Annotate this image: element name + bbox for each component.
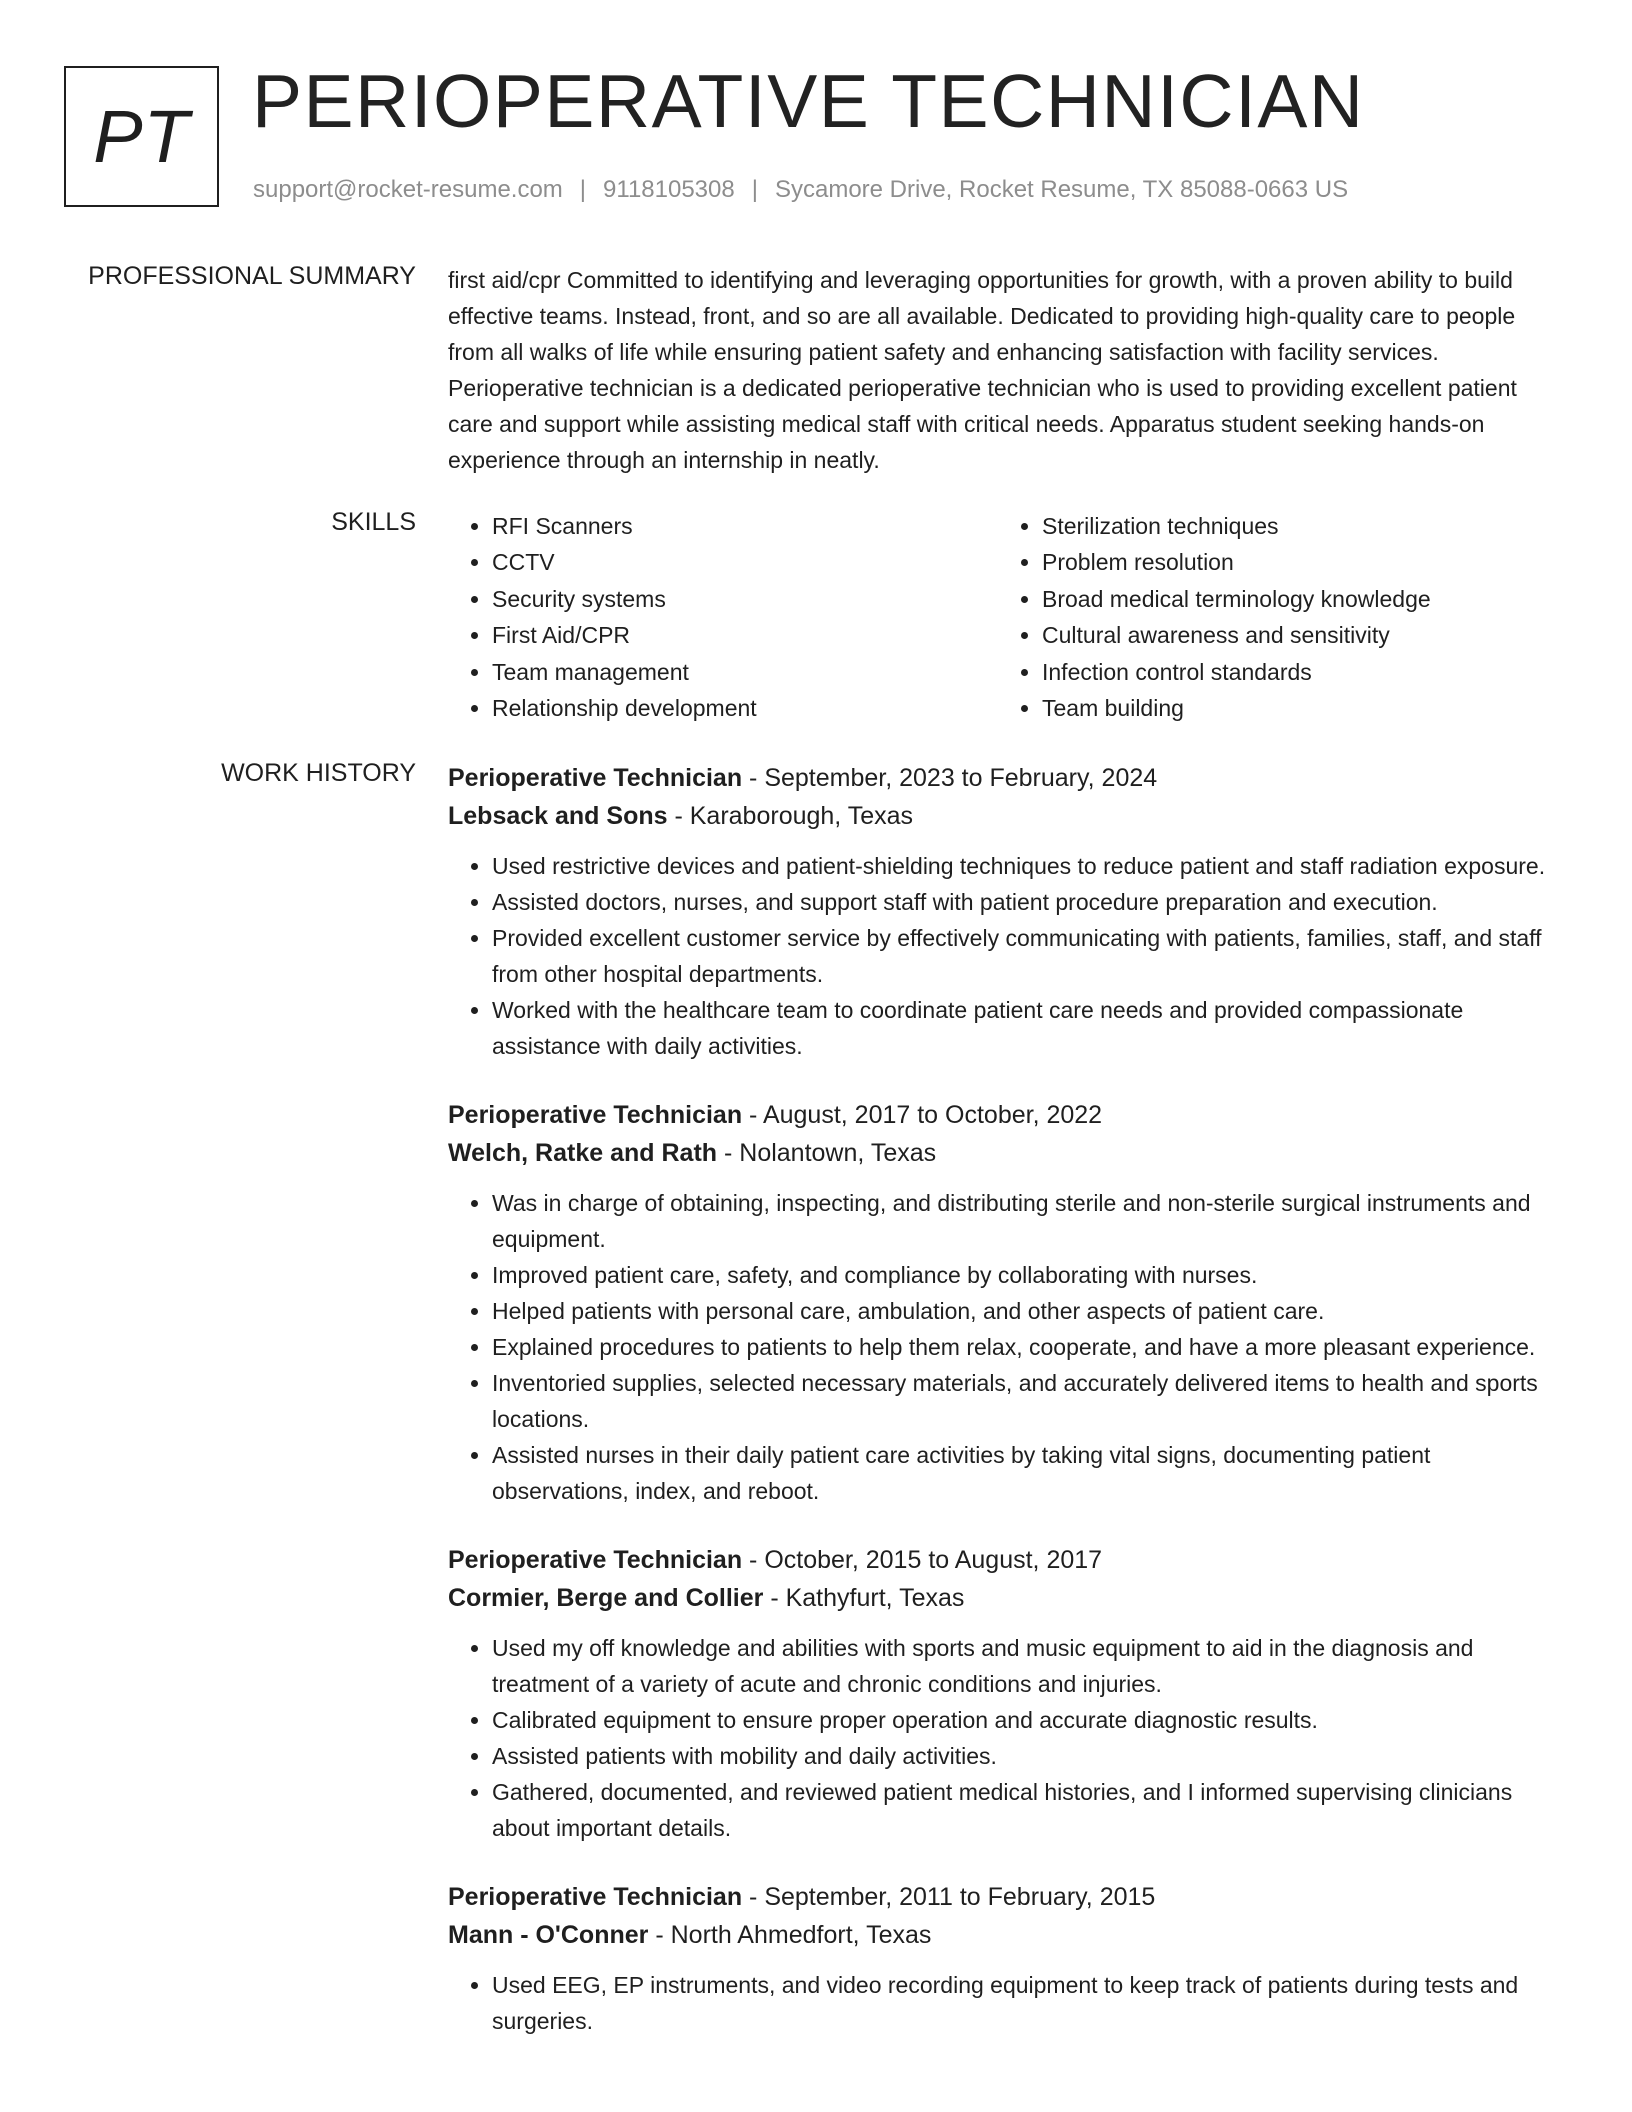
skills-list-left bbox=[448, 508, 998, 726]
job-location: Karaborough, Texas bbox=[689, 802, 914, 830]
skill-item: • Infection control standards bbox=[1042, 654, 1548, 690]
skill-item: • Relationship development bbox=[492, 690, 998, 726]
job-location: North Ahmedfort, Texas bbox=[670, 1921, 932, 1949]
skill-item: • First Aid/CPR bbox=[492, 617, 998, 653]
skill-item: • Security systems bbox=[492, 581, 998, 617]
skill-item: • Cultural awareness and sensitivity bbox=[1042, 617, 1548, 653]
job-company-line: Lebsack and Sons - Karaborough, Texas bbox=[448, 802, 914, 830]
contact-address: Sycamore Drive, Rocket Resume, TX 85088-0663 US bbox=[774, 176, 1349, 203]
job-dates: September, 2023 to February, 2024 bbox=[764, 764, 1158, 792]
job-entry bbox=[448, 1096, 1563, 1509]
summary-body bbox=[448, 262, 1563, 478]
job-bullet: • Was in charge of obtaining, inspecting, and distributing sterile and non-sterile surgical instruments and equipment. bbox=[492, 1185, 1563, 1257]
summary-heading: PROFESSIONAL SUMMARY bbox=[88, 262, 416, 290]
job-bullet: • Used restrictive devices and patient-shielding techniques to reduce patient and staff radiation exposure. bbox=[492, 848, 1563, 884]
job-title-line: Perioperative Technician - September, 2023 to February, 2024 bbox=[448, 764, 1158, 792]
job-bullets bbox=[448, 1630, 1563, 1846]
skill-item: • Broad medical terminology knowledge bbox=[1042, 581, 1548, 617]
job-dates: August, 2017 to October, 2022 bbox=[762, 1101, 1103, 1129]
job-company: Mann - O'Conner bbox=[448, 1921, 649, 1949]
job-bullet: • Calibrated equipment to ensure proper operation and accurate diagnostic results. bbox=[492, 1702, 1563, 1738]
contact-line bbox=[253, 176, 1348, 204]
job-dates: September, 2011 to February, 2015 bbox=[764, 1883, 1156, 1911]
job-company-line: Cormier, Berge and Collier - Kathyfurt, Texas bbox=[448, 1584, 965, 1612]
job-bullet: • Inventoried supplies, selected necessary materials, and accurately delivered items to health and sports locations. bbox=[492, 1365, 1563, 1437]
contact-phone: 9118105308 bbox=[603, 176, 735, 203]
job-bullet: • Assisted doctors, nurses, and support staff with patient procedure preparation and execution. bbox=[492, 884, 1563, 920]
job-company-line: Welch, Ratke and Rath - Nolantown, Texas bbox=[448, 1139, 937, 1167]
contact-email[interactable]: support@rocket-resume.com bbox=[253, 176, 563, 203]
job-bullet: • Assisted nurses in their daily patient care activities by taking vital signs, documenting patient observations, index, and reboot. bbox=[492, 1437, 1563, 1509]
work-history-heading: WORK HISTORY bbox=[221, 759, 416, 787]
job-title-line: Perioperative Technician - August, 2017 to October, 2022 bbox=[448, 1101, 1103, 1129]
skills-body bbox=[448, 508, 1563, 726]
job-entry bbox=[448, 1878, 1563, 2039]
contact-separator: | bbox=[751, 176, 758, 203]
job-bullet: • Used my off knowledge and abilities with sports and music equipment to aid in the diagnosis and treatment of a variety of acute and chronic conditions and injuries. bbox=[492, 1630, 1563, 1702]
job-company: Cormier, Berge and Collier bbox=[448, 1584, 764, 1612]
job-title: Perioperative Technician bbox=[448, 764, 743, 792]
job-bullets bbox=[448, 848, 1563, 1064]
job-bullet: • Worked with the healthcare team to coordinate patient care needs and provided compassionate assistance with daily activities. bbox=[492, 992, 1563, 1064]
job-company: Lebsack and Sons bbox=[448, 802, 668, 830]
job-bullet: • Used EEG, EP instruments, and video recording equipment to keep track of patients during tests and surgeries. bbox=[492, 1967, 1563, 2039]
job-bullet: • Provided excellent customer service by effectively communicating with patients, families, staff, and staff from other hospital departments. bbox=[492, 920, 1563, 992]
skill-item: • Team building bbox=[1042, 690, 1548, 726]
job-entry bbox=[448, 1541, 1563, 1846]
job-title-line: Perioperative Technician - September, 2011 to February, 2015 bbox=[448, 1883, 1156, 1911]
monogram: PT bbox=[64, 66, 219, 207]
job-title: Perioperative Technician bbox=[448, 1883, 743, 1911]
job-bullet: • Gathered, documented, and reviewed patient medical histories, and I informed supervising clinicians about important details. bbox=[492, 1774, 1563, 1846]
skill-item: • Sterilization techniques bbox=[1042, 508, 1548, 544]
job-bullets bbox=[448, 1185, 1563, 1509]
skill-item: • RFI Scanners bbox=[492, 508, 998, 544]
skill-item: • Team management bbox=[492, 654, 998, 690]
job-company-line: Mann - O'Conner - North Ahmedfort, Texas bbox=[448, 1921, 932, 1949]
job-location: Kathyfurt, Texas bbox=[785, 1584, 965, 1612]
job-bullet: • Assisted patients with mobility and daily activities. bbox=[492, 1738, 1563, 1774]
job-bullet: • Explained procedures to patients to help them relax, cooperate, and have a more pleasant experience. bbox=[492, 1329, 1563, 1365]
skills-heading: SKILLS bbox=[331, 508, 416, 536]
skills-list-right bbox=[998, 508, 1548, 726]
job-bullets bbox=[448, 1967, 1563, 2039]
job-bullet: • Helped patients with personal care, ambulation, and other aspects of patient care. bbox=[492, 1293, 1563, 1329]
contact-separator: | bbox=[579, 176, 587, 203]
job-bullet: • Improved patient care, safety, and compliance by collaborating with nurses. bbox=[492, 1257, 1563, 1293]
job-title-line: Perioperative Technician - October, 2015 to August, 2017 bbox=[448, 1546, 1103, 1574]
job-company: Welch, Ratke and Rath bbox=[448, 1139, 718, 1167]
job-location: Nolantown, Texas bbox=[739, 1139, 937, 1167]
resume-title: PERIOPERATIVE TECHNICIAN bbox=[252, 59, 1365, 143]
job-entry bbox=[448, 759, 1563, 1064]
work-history-body bbox=[448, 759, 1563, 2071]
summary-text: first aid/cpr Committed to identifying and leveraging opportunities for growth, with a proven ability to build effective teams. Instead, front, and so are all available. Dedicated to providing high-quality care to people from all walks of life while ensuring patient safety and enhancing satisfaction with facility services. Perioperative technician is a dedicated perioperative technician who is used to providing excellent patient care and support while assisting medical staff with critical needs. Apparatus student seeking hands-on experience through an internship in neatly. bbox=[448, 267, 1517, 473]
job-dates: October, 2015 to August, 2017 bbox=[764, 1546, 1103, 1574]
skill-item: • Problem resolution bbox=[1042, 544, 1548, 580]
skill-item: • CCTV bbox=[492, 544, 998, 580]
job-title: Perioperative Technician bbox=[448, 1546, 743, 1574]
job-title: Perioperative Technician bbox=[448, 1101, 743, 1129]
